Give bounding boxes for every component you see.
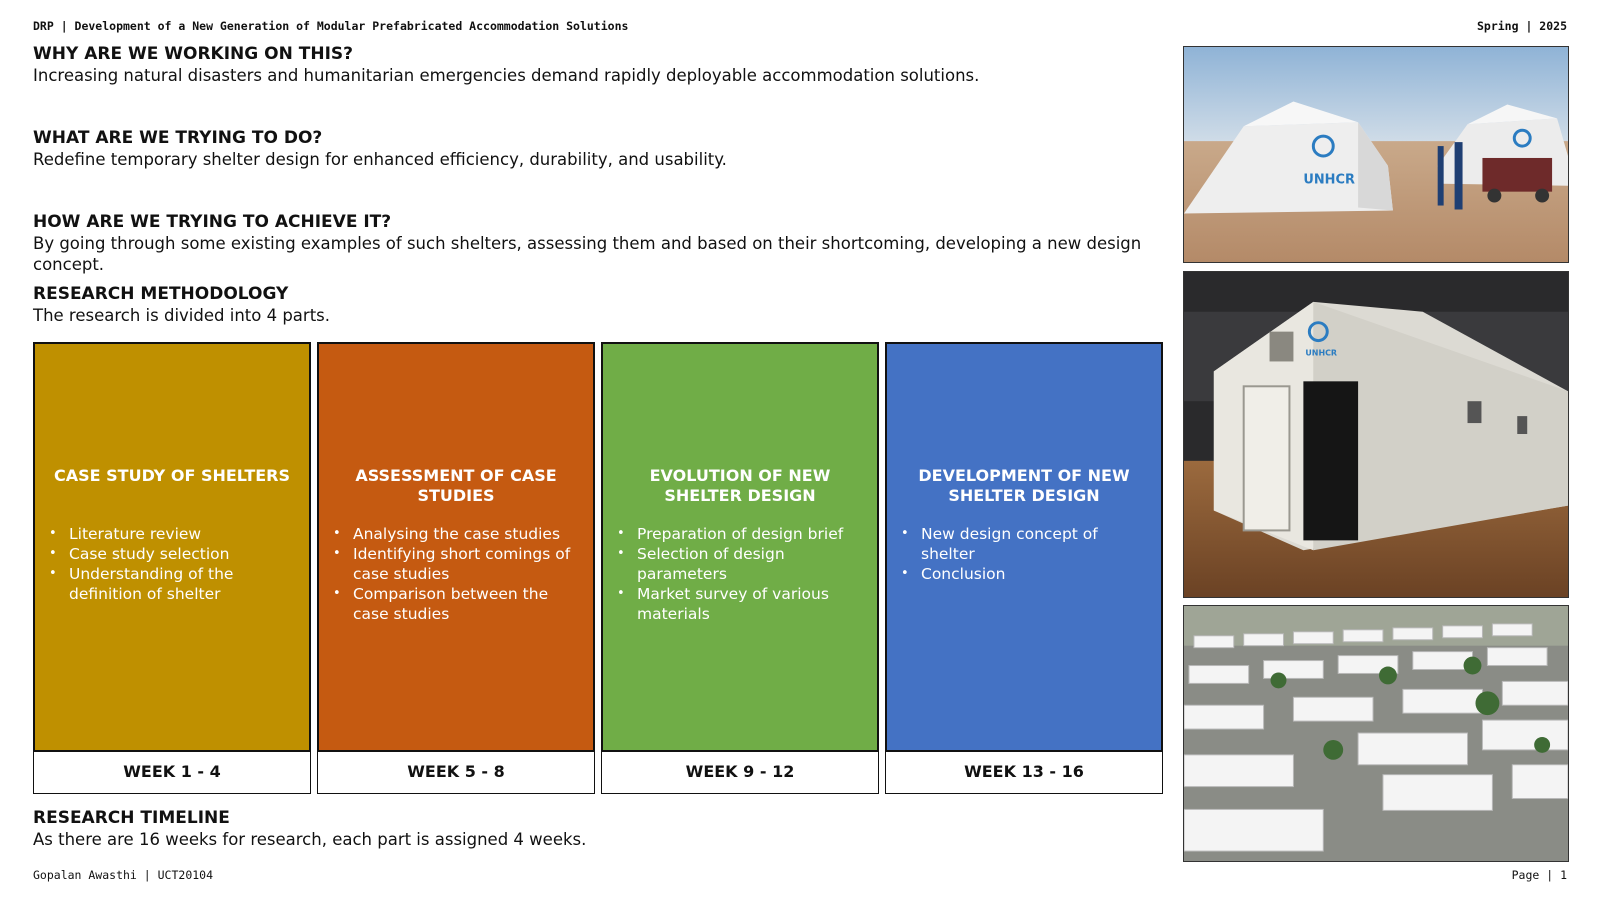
section-text: As there are 16 weeks for research, each part is assigned 4 weeks. — [33, 830, 587, 849]
phase-items — [615, 524, 865, 624]
section-text: Increasing natural disasters and humanitarian emergencies demand rapidly deployable accommodation solutions. — [33, 66, 980, 85]
unhcr-logo-text: UNHCR — [1305, 348, 1338, 358]
phase-title: DEVELOPMENT OF NEW SHELTER DESIGN — [918, 466, 1130, 505]
photo-prefab-shelter — [1183, 271, 1569, 598]
phase-card-1 — [33, 342, 311, 794]
photo-unhcr-tents — [1183, 46, 1569, 263]
phase-box — [601, 342, 879, 752]
phase-box — [885, 342, 1163, 752]
section-heading: RESEARCH METHODOLOGY — [33, 284, 289, 304]
phase-card-2 — [317, 342, 595, 794]
phase-title: ASSESSMENT OF CASE STUDIES — [355, 466, 557, 505]
phase-item: • Understanding of the definition of shelter — [69, 564, 297, 604]
phase-items — [899, 524, 1149, 584]
phase-item: • Selection of design parameters — [637, 544, 865, 584]
phase-item: • Case study selection — [69, 544, 297, 564]
phase-item: • Conclusion — [921, 564, 1149, 584]
footer-author: Gopalan Awasthi | UCT20104 — [33, 868, 214, 882]
section-what — [33, 128, 1168, 170]
phase-item: • Preparation of design brief — [637, 524, 865, 544]
phase-card-3 — [601, 342, 879, 794]
footer-page-number: Page | 1 — [1511, 868, 1567, 882]
section-heading: WHAT ARE WE TRYING TO DO? — [33, 128, 323, 148]
phase-item: • New design concept of shelter — [921, 524, 1149, 564]
phase-items — [331, 524, 581, 624]
phase-title: EVOLUTION OF NEW SHELTER DESIGN — [649, 466, 831, 505]
phase-box — [317, 342, 595, 752]
phase-item: • Analysing the case studies — [353, 524, 581, 544]
phase-item: • Literature review — [69, 524, 297, 544]
phase-items — [47, 524, 297, 604]
phase-item: • Identifying short comings of case studies — [353, 544, 581, 584]
phase-week: WEEK 5 - 8 — [317, 752, 595, 794]
phase-grid — [33, 342, 1168, 794]
section-heading: HOW ARE WE TRYING TO ACHIEVE IT? — [33, 212, 392, 232]
photo-modular-camp — [1183, 605, 1569, 862]
phase-week: WEEK 1 - 4 — [33, 752, 311, 794]
phase-item: • Comparison between the case studies — [353, 584, 581, 624]
section-heading: RESEARCH TIMELINE — [33, 808, 230, 828]
section-why — [33, 44, 1168, 86]
unhcr-logo-text: UNHCR — [1303, 172, 1355, 188]
header-semester: Spring | 2025 — [1476, 19, 1567, 33]
header-project-title: DRP | Development of a New Generation of Modular Prefabricated Accommodation Solutions — [33, 19, 629, 33]
section-text: Redefine temporary shelter design for enhanced efficiency, durability, and usability. — [33, 150, 727, 169]
phase-week: WEEK 13 - 16 — [885, 752, 1163, 794]
section-timeline — [33, 808, 1168, 850]
section-how — [33, 212, 1168, 275]
phase-item: • Market survey of various materials — [637, 584, 865, 624]
section-text: The research is divided into 4 parts. — [33, 306, 331, 325]
section-methodology — [33, 284, 1168, 326]
phase-week: WEEK 9 - 12 — [601, 752, 879, 794]
section-text: By going through some existing examples of such shelters, assessing them and based on their shortcoming, developing a new design concept. — [33, 234, 1142, 274]
phase-card-4 — [885, 342, 1163, 794]
phase-title: CASE STUDY OF SHELTERS — [53, 466, 291, 485]
section-heading: WHY ARE WE WORKING ON THIS? — [33, 44, 354, 64]
phase-box — [33, 342, 311, 752]
